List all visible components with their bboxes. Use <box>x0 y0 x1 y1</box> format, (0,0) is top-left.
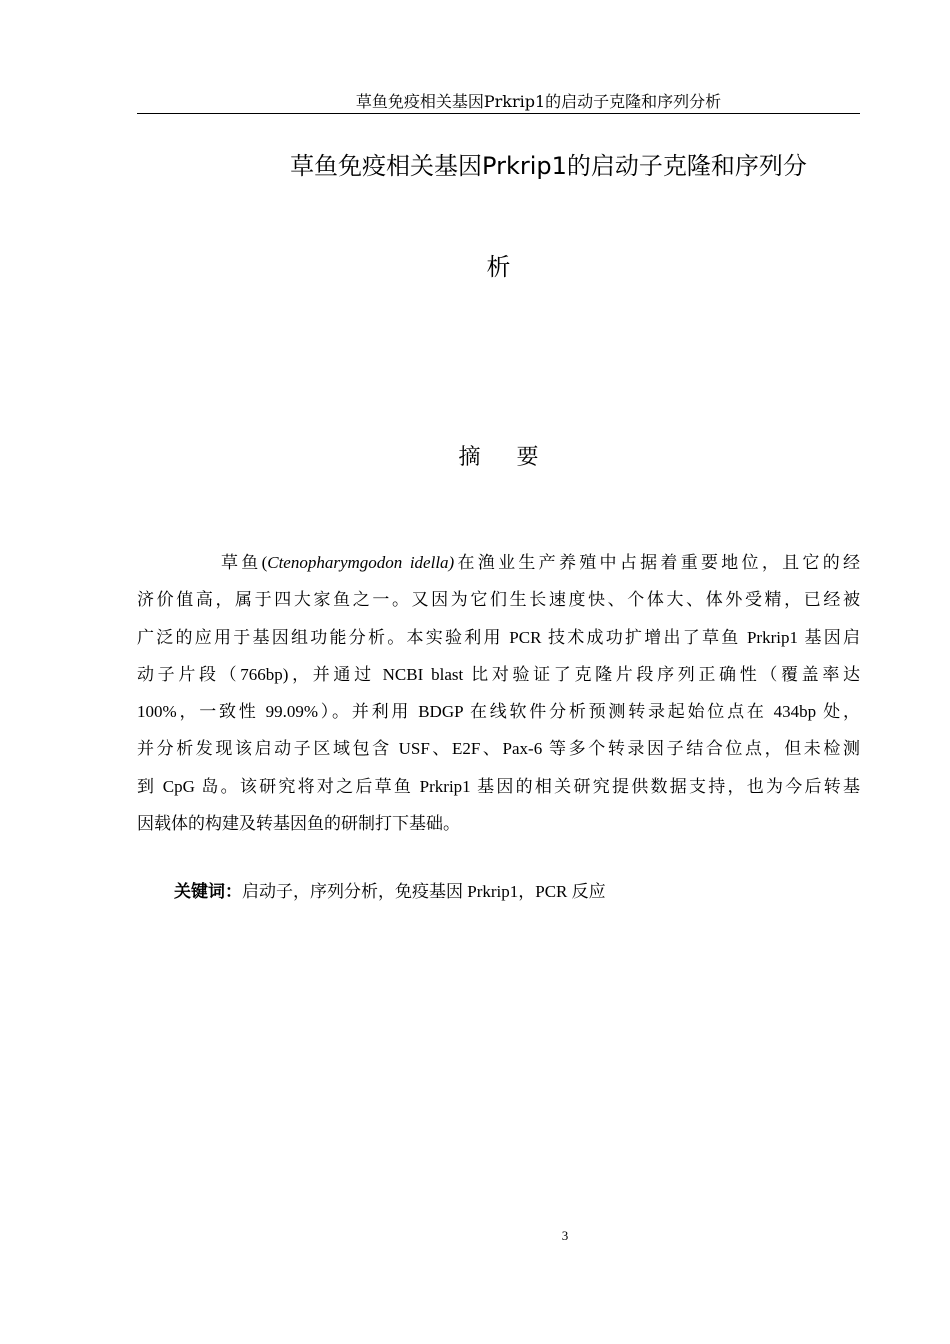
keywords-text: 启动子，序列分析，免疫基因 Prkrip1，PCR 反应 <box>242 882 606 901</box>
species-latin-name: Ctenopharymgodon idella) <box>267 553 455 572</box>
abstract-line: 到 CpG 岛。该研究将对之后草鱼 Prkrip1 基因的相关研究提供数据支持，也为今后转基 <box>137 776 860 796</box>
page-number: 3 <box>561 1228 569 1243</box>
abstract-line: 济价值高，属于四大家鱼之一。又因为它们生长速度快、个体大、体外受精，已经被 <box>137 590 860 610</box>
abstract-body <box>137 544 860 842</box>
abstract-heading <box>137 440 860 471</box>
keywords <box>174 878 606 906</box>
abstract-line-text: 在渔业生产养殖中占据着重要地位，且它的经 <box>454 553 861 572</box>
keywords-label: 关键词： <box>174 882 242 901</box>
abstract-line-text: 草鱼( <box>221 553 268 572</box>
document-title-line-1: 草鱼免疫相关基因Prkrip1的启动子克隆和序列分 <box>290 152 807 180</box>
running-header <box>137 92 860 114</box>
abstract-heading-char-1: 摘 <box>458 445 481 470</box>
abstract-line: 广泛的应用于基因组功能分析。本实验利用 PCR 技术成功扩增出了草鱼 Prkrip1 基因启 <box>137 627 860 647</box>
abstract-line: 并分析发现该启动子区域包含 USF、E2F、Pax-6 等多个转录因子结合位点，但未检测 <box>137 739 860 759</box>
document-title-line-2: 析 <box>486 253 511 281</box>
abstract-heading-char-2: 要 <box>516 445 539 470</box>
abstract-line: 动子片段（766bp)，并通过 NCBI blast 比对验证了克隆片段序列正确性（覆盖率达 <box>137 664 860 684</box>
abstract-line: 100%，一致性 99.09%）。并利用 BDGP 在线软件分析预测转录起始位点在 434bp 处， <box>137 702 860 722</box>
running-header-title: 草鱼免疫相关基因Prkrip1的启动子克隆和序列分析 <box>355 92 722 111</box>
abstract-line: 因载体的构建及转基因鱼的研制打下基础。 <box>137 814 460 834</box>
abstract-line <box>137 544 860 581</box>
